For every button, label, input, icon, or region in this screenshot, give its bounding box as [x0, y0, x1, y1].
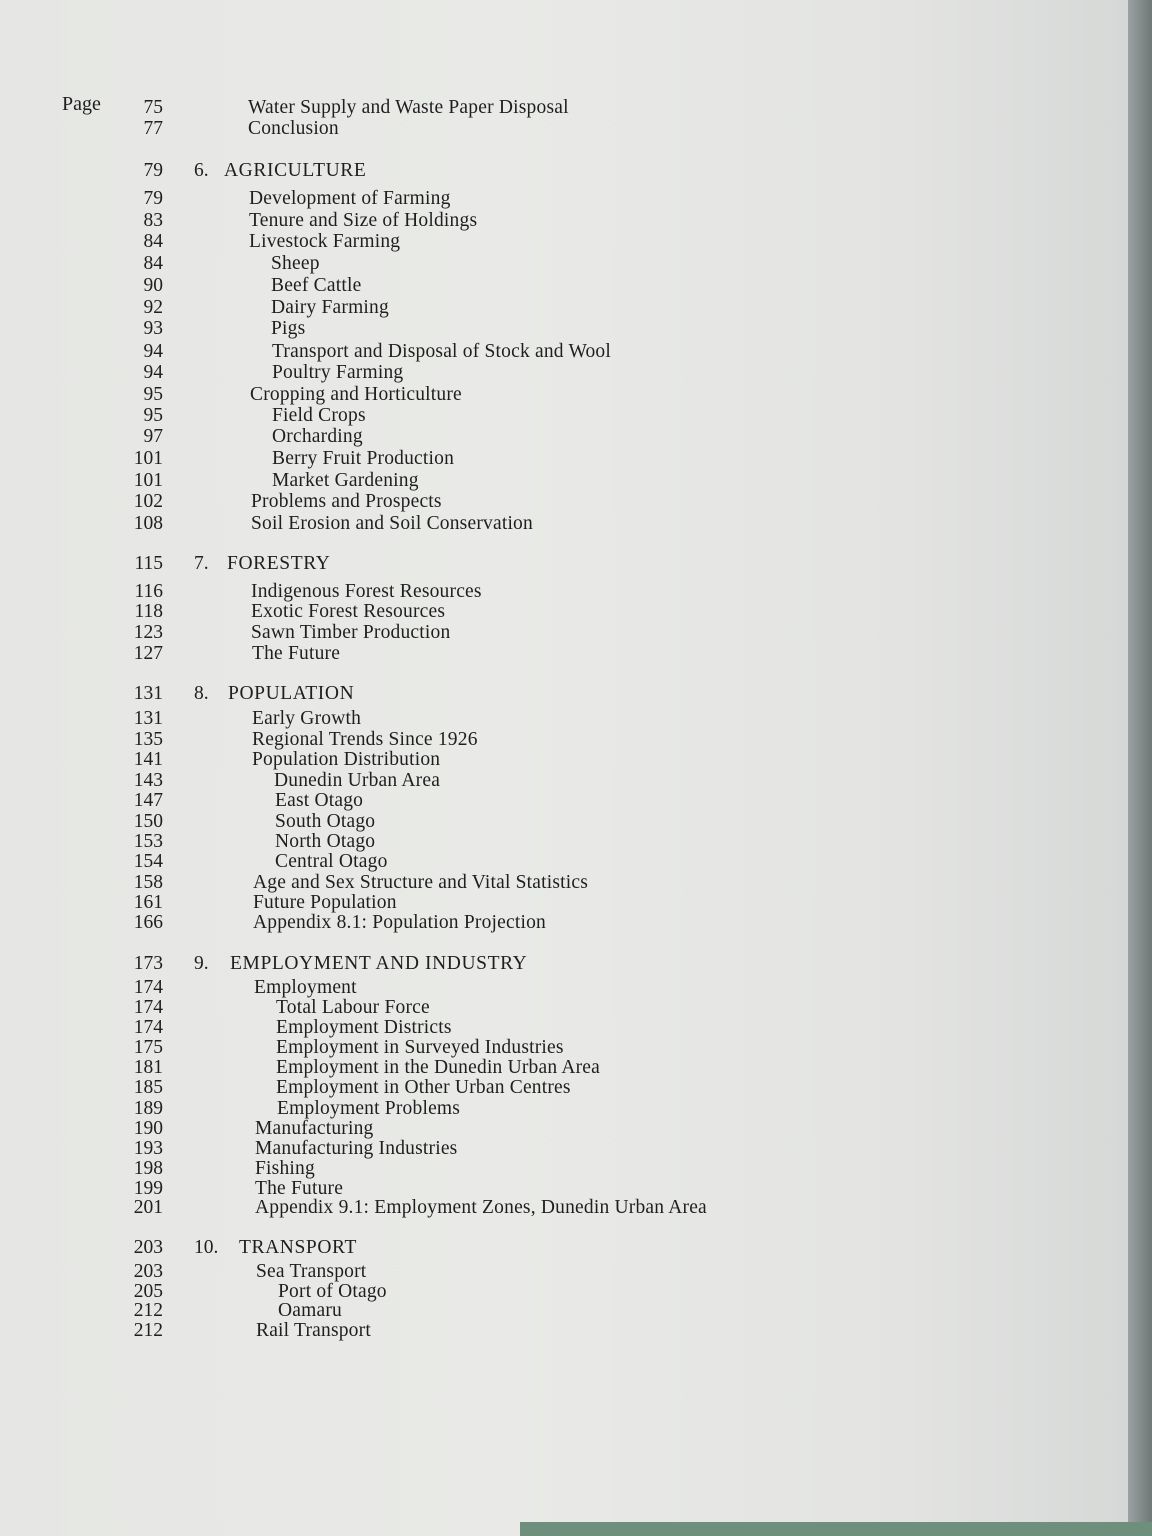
toc-entry-title: Dairy Farming [271, 297, 389, 318]
toc-page-number: 201 [133, 1197, 163, 1218]
toc-page-number: 150 [133, 811, 163, 832]
toc-entry [0, 1057, 1128, 1079]
toc-entry [0, 188, 1128, 210]
toc-chapter-heading [0, 953, 1128, 975]
toc-page-number: 93 [143, 318, 163, 339]
toc-page-number: 118 [134, 601, 163, 622]
toc-entry-title: Market Gardening [272, 470, 419, 491]
toc-entry [0, 811, 1128, 833]
toc-entry-title: Manufacturing [255, 1118, 374, 1139]
toc-page-number: 143 [133, 770, 163, 791]
toc-page-number: 212 [133, 1300, 163, 1321]
toc-entry-title: Conclusion [248, 118, 339, 139]
toc-entry [0, 1261, 1128, 1283]
toc-entry [0, 1138, 1128, 1160]
toc-page-number: 97 [143, 426, 163, 447]
toc-page-number: 147 [133, 790, 163, 811]
toc-entry [0, 790, 1128, 812]
toc-page-number: 115 [134, 553, 163, 574]
toc-entry-title: Employment in the Dunedin Urban Area [276, 1057, 600, 1078]
toc-entry-title: Employment Districts [276, 1017, 452, 1038]
toc-entry-title: Employment in Surveyed Industries [276, 1037, 564, 1058]
toc-page-number: 94 [143, 341, 163, 362]
toc-entry [0, 912, 1128, 934]
toc-entry-title: Appendix 8.1: Population Projection [253, 912, 546, 933]
toc-page-number: 135 [133, 729, 163, 750]
toc-entry [0, 581, 1128, 603]
toc-page-number: 75 [143, 97, 163, 118]
toc-entry-title: Exotic Forest Resources [251, 601, 446, 622]
toc-entry-title: Sawn Timber Production [251, 622, 451, 643]
toc-page-number: 190 [133, 1118, 163, 1139]
toc-entry [0, 1197, 1128, 1219]
toc-entry-title: Development of Farming [249, 188, 451, 209]
toc-entry [0, 210, 1128, 232]
toc-entry-title: Fishing [255, 1158, 315, 1179]
toc-entry-title: Early Growth [252, 708, 362, 729]
toc-page-number: 161 [133, 892, 163, 913]
toc-page-number: 174 [133, 977, 163, 998]
toc-page-number: 92 [143, 297, 163, 318]
toc-page-number: 90 [143, 275, 163, 296]
toc-entry [0, 426, 1128, 448]
toc-entry-title: EMPLOYMENT AND INDUSTRY [230, 953, 528, 974]
toc-page-number: 154 [133, 851, 163, 872]
toc-page-number: 116 [134, 581, 163, 602]
toc-entry-title: Dunedin Urban Area [274, 770, 441, 791]
toc-entry-title: North Otago [275, 831, 376, 852]
page-label: Page [62, 93, 101, 115]
toc-entry-title: The Future [252, 643, 341, 664]
toc-page-number: 83 [143, 210, 163, 231]
toc-entry [0, 1118, 1128, 1140]
toc-chapter-heading [0, 160, 1128, 182]
toc-page-number: 108 [133, 513, 163, 534]
toc-page-number: 189 [133, 1098, 163, 1119]
toc-entry-title: AGRICULTURE [224, 160, 367, 181]
book-spine [1128, 0, 1152, 1536]
toc-entry-title: Manufacturing Industries [255, 1138, 458, 1159]
toc-page-number: 123 [133, 622, 163, 643]
toc-entry [0, 513, 1128, 535]
toc-page-number: 193 [133, 1138, 163, 1159]
toc-entry-title: East Otago [275, 790, 364, 811]
toc-entry [0, 997, 1128, 1019]
toc-entry [0, 275, 1128, 297]
toc-entry-title: Total Labour Force [276, 997, 430, 1018]
toc-entry-title: Tenure and Size of Holdings [249, 210, 478, 231]
toc-entry [0, 1300, 1128, 1322]
toc-entry-title: Oamaru [278, 1300, 343, 1321]
toc-page-number: 174 [133, 1017, 163, 1038]
toc-page-number: 84 [143, 253, 163, 274]
toc-entry [0, 831, 1128, 853]
toc-entry [0, 297, 1128, 319]
toc-page-number: 131 [133, 708, 163, 729]
toc-chapter-number: 8. [194, 683, 209, 704]
toc-entry [0, 977, 1128, 999]
toc-entry-title: Central Otago [275, 851, 388, 872]
toc-entry-title: Berry Fruit Production [272, 448, 455, 469]
toc-page-number: 79 [143, 160, 163, 181]
toc-entry [0, 1017, 1128, 1039]
toc-entry-title: Sea Transport [256, 1261, 367, 1282]
toc-entry [0, 1098, 1128, 1120]
toc-page-number: 94 [143, 362, 163, 383]
toc-entry [0, 1320, 1128, 1342]
toc-entry [0, 362, 1128, 384]
toc-chapter-number: 6. [194, 160, 209, 181]
toc-page-number: 185 [133, 1077, 163, 1098]
toc-page-number: 203 [133, 1261, 163, 1282]
toc-entry-title: Future Population [253, 892, 397, 913]
toc-chapter-number: 7. [194, 553, 209, 574]
toc-page-number: 203 [133, 1237, 163, 1258]
toc-entry [0, 318, 1128, 340]
toc-page-number: 127 [133, 643, 163, 664]
toc-entry-title: Cropping and Horticulture [250, 384, 462, 405]
toc-entry-title: Appendix 9.1: Employment Zones, Dunedin Urban Area [255, 1197, 707, 1218]
toc-entry-title: FORESTRY [227, 553, 331, 574]
toc-entry [0, 341, 1128, 363]
toc-entry-title: Indigenous Forest Resources [251, 581, 482, 602]
toc-entry [0, 253, 1128, 275]
toc-entry-title: Water Supply and Waste Paper Disposal [248, 97, 569, 118]
toc-entry [0, 729, 1128, 751]
toc-entry [0, 601, 1128, 623]
toc-entry-title: Regional Trends Since 1926 [252, 729, 478, 750]
toc-entry-title: Beef Cattle [271, 275, 362, 296]
toc-entry [0, 643, 1128, 665]
toc-page-number: 84 [143, 231, 163, 252]
toc-entry [0, 708, 1128, 730]
toc-page-number: 158 [133, 872, 163, 893]
toc-chapter-heading [0, 1237, 1128, 1259]
toc-entry-title: Soil Erosion and Soil Conservation [251, 513, 533, 534]
toc-entry [0, 231, 1128, 253]
toc-entry-title: The Future [255, 1178, 344, 1199]
toc-entry [0, 384, 1128, 406]
toc-entry [0, 1158, 1128, 1180]
toc-page-number: 102 [133, 491, 163, 512]
toc-page-number: 198 [133, 1158, 163, 1179]
toc-chapter-number: 10. [194, 1237, 219, 1258]
toc-entry-title: Employment [254, 977, 357, 998]
toc-page-number: 95 [143, 405, 163, 426]
toc-entry [0, 1037, 1128, 1059]
toc-page-number: 101 [133, 448, 163, 469]
toc-entry [0, 851, 1128, 873]
toc-entry-title: Rail Transport [256, 1320, 371, 1341]
toc-page-number: 212 [133, 1320, 163, 1341]
toc-entry [0, 770, 1128, 792]
toc-page-number: 141 [133, 749, 163, 770]
toc-entry-title: Field Crops [272, 405, 366, 426]
toc-page-number: 95 [143, 384, 163, 405]
toc-page-number: 131 [133, 683, 163, 704]
toc-chapter-heading [0, 553, 1128, 575]
toc-entry-title: Problems and Prospects [251, 491, 442, 512]
toc-entry-title: Employment Problems [277, 1098, 461, 1119]
toc-entry-title: Transport and Disposal of Stock and Wool [272, 341, 612, 362]
toc-page-number: 174 [133, 997, 163, 1018]
toc-page-number: 173 [133, 953, 163, 974]
toc-page-number: 199 [133, 1178, 163, 1199]
toc-entry-title: Sheep [271, 253, 320, 274]
toc-entry-title: Livestock Farming [249, 231, 401, 252]
toc-entry [0, 470, 1128, 492]
toc-page-number: 79 [143, 188, 163, 209]
toc-entry [0, 892, 1128, 914]
toc-entry-title: POPULATION [228, 683, 355, 704]
toc-entry [0, 405, 1128, 427]
toc-entry [0, 1077, 1128, 1099]
toc-entry [0, 97, 1128, 119]
toc-chapter-heading [0, 683, 1128, 705]
toc-page-number: 205 [133, 1281, 163, 1302]
toc-entry [0, 749, 1128, 771]
toc-entry [0, 622, 1128, 644]
toc-entry-title: Employment in Other Urban Centres [276, 1077, 571, 1098]
toc-entry [0, 872, 1128, 894]
toc-page-number: 101 [133, 470, 163, 491]
toc-chapter-number: 9. [194, 953, 209, 974]
toc-entry [0, 491, 1128, 513]
toc-page-number: 175 [133, 1037, 163, 1058]
toc-entry-title: TRANSPORT [239, 1237, 358, 1258]
toc-entry-title: South Otago [275, 811, 376, 832]
toc-entry-title: Age and Sex Structure and Vital Statistics [253, 872, 589, 893]
toc-entry-title: Population Distribution [252, 749, 441, 770]
toc-entry [0, 118, 1128, 140]
toc-page-number: 153 [133, 831, 163, 852]
toc-page-number: 77 [143, 118, 163, 139]
toc-entry-title: Poultry Farming [272, 362, 404, 383]
toc-entry-title: Pigs [271, 318, 306, 339]
toc-page-number: 181 [133, 1057, 163, 1078]
toc-entry-title: Orcharding [272, 426, 363, 447]
toc-entry-title: Port of Otago [278, 1281, 387, 1302]
toc-entry [0, 448, 1128, 470]
toc-page-number: 166 [133, 912, 163, 933]
